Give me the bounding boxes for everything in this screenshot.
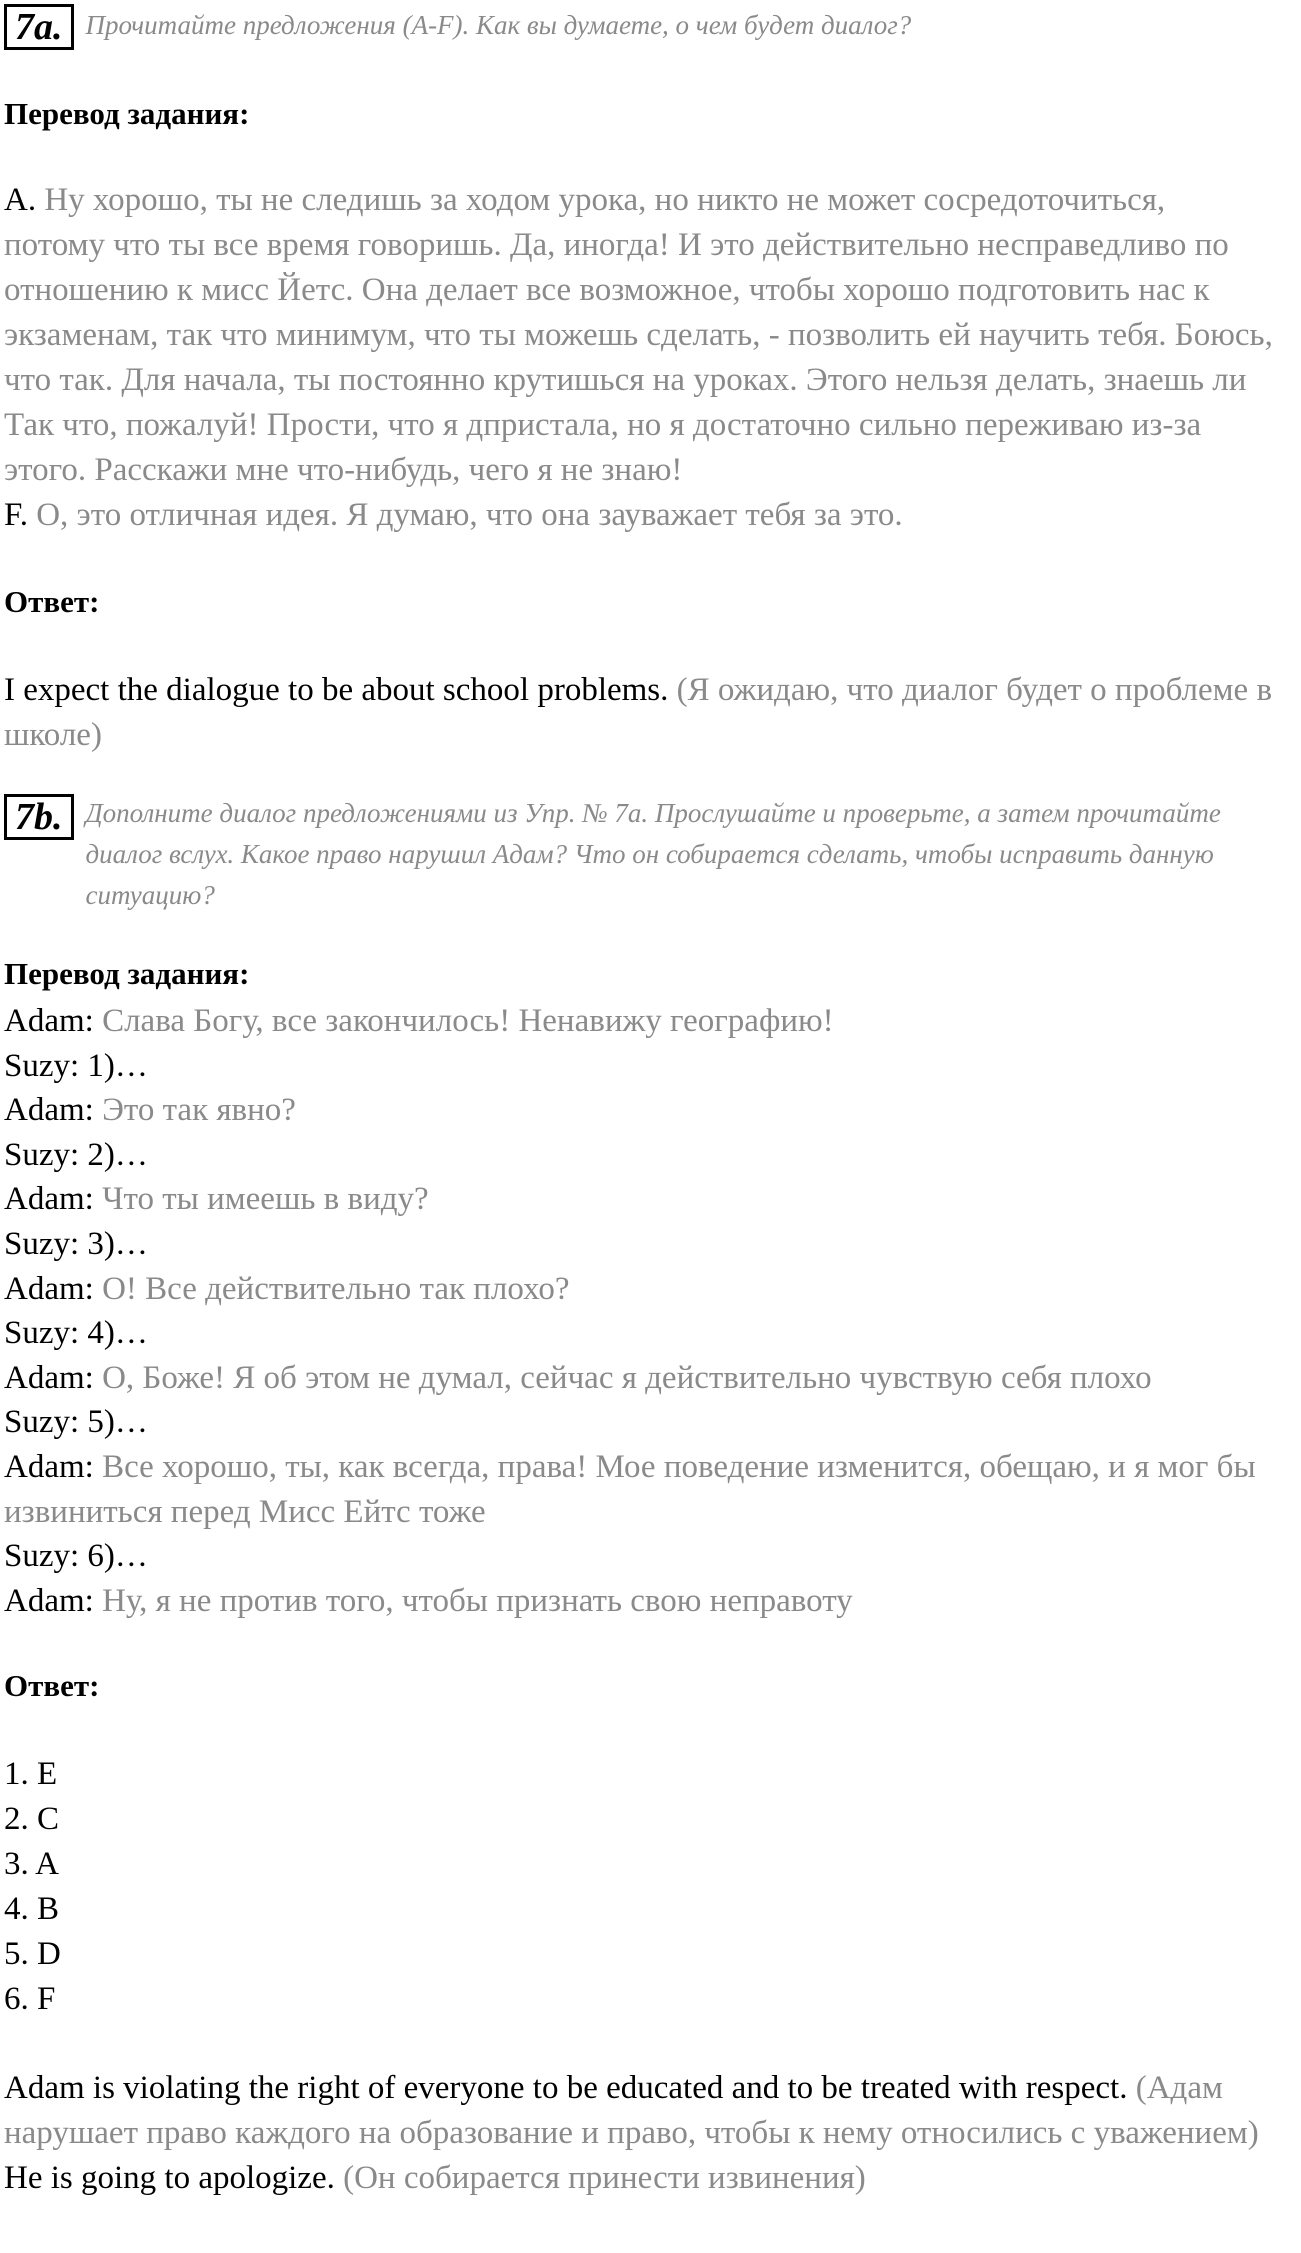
speaker: Suzy: 1)…: [4, 1047, 148, 1084]
final-russian-2: (Он собирается принести извинения): [334, 2160, 866, 2196]
translation-paragraph-7a: [4, 178, 1274, 538]
answer-heading: Ответ:: [4, 584, 100, 619]
translation-heading: Перевод задания:: [4, 96, 250, 131]
final-russian-1: (Адам нарушает право каждого на образование и право, чтобы к нему относились с уважением): [4, 2070, 1259, 2151]
line-text: О! Все действительно так плохо?: [93, 1270, 570, 1307]
dialogue-line: [4, 999, 1294, 1044]
answer-english: I expect the dialogue to be about school problems.: [4, 672, 669, 708]
speaker: Adam:: [4, 1003, 94, 1039]
task-badge-7b: 7b.: [4, 794, 74, 840]
task-instruction-7b-text: Дополните диалог предложениями из Упр. № 7a. Прослушайте и проверьте, а затем прочитайте диалог вслух. Какое право нарушил Адам? Что он собирается сделать, чтобы исправить данную ситуацию?: [85, 798, 1221, 910]
final-answer: [4, 2066, 1299, 2201]
final-english-2: He is going to apologize.: [4, 2160, 335, 2196]
dialogue-line: [4, 1177, 1294, 1222]
line-text: Слава Богу, все закончилось! Ненавижу географию!: [93, 1003, 834, 1039]
dialogue-line: [4, 1400, 1294, 1445]
task-7a: [4, 4, 1294, 50]
speaker: Suzy: 3)…: [4, 1225, 148, 1262]
task-instruction-7b: [86, 793, 1281, 916]
speaker: Adam:: [4, 1270, 94, 1307]
dialogue-line: [4, 1133, 1294, 1178]
dialogue: [4, 999, 1294, 1623]
dialogue-line: [4, 1356, 1294, 1401]
line-text: О, Боже! Я об этом не думал, сейчас я действительно чувствую себя плохо: [93, 1359, 1152, 1396]
line-text: Что ты имеешь в виду?: [93, 1181, 429, 1218]
dialogue-line: [4, 1534, 1294, 1579]
speaker: Adam:: [4, 1448, 94, 1485]
speaker: Suzy: 6)…: [4, 1538, 148, 1575]
dialogue-line: [4, 1579, 1294, 1624]
answer-item: 6. F: [4, 1981, 56, 2017]
answer-item: 5. D: [4, 1936, 61, 1972]
task-badge-7a: 7a.: [4, 4, 74, 50]
dialogue-line: [4, 1267, 1294, 1312]
speaker: Adam:: [4, 1359, 94, 1396]
speaker: Adam:: [4, 1582, 94, 1619]
answer-list: [4, 1752, 61, 2022]
speaker: Adam:: [4, 1181, 94, 1218]
final-english-1: Adam is violating the right of everyone to be educated and to be treated with respect.: [4, 2070, 1128, 2106]
answer-russian: (Я ожидаю, что диалог будет о проблеме в школе): [4, 672, 1273, 753]
dialogue-line: [4, 1088, 1294, 1133]
dialogue-line: [4, 1311, 1294, 1356]
line-text: Ну, я не против того, чтобы признать свою неправоту: [93, 1582, 853, 1619]
answer-heading: Ответ:: [4, 1668, 100, 1703]
speaker: Suzy: 2)…: [4, 1136, 148, 1173]
dialogue-line: [4, 1044, 1294, 1089]
dialogue-line: [4, 1222, 1294, 1267]
answer-item: 4. B: [4, 1891, 60, 1927]
task-7b: [4, 794, 1294, 916]
answer-7a: [4, 668, 1294, 758]
answer-item: 1. E: [4, 1756, 58, 1792]
speaker: Adam:: [4, 1092, 94, 1129]
item-label-f: F.: [4, 497, 28, 533]
item-text-f: О, это отличная идея. Я думаю, что она зауважает тебя за это.: [27, 497, 903, 533]
line-text: Все хорошо, ты, как всегда, права! Мое поведение изменится, обещаю, и я мог бы извиниться перед Мисс Ейтс тоже: [4, 1448, 1256, 1530]
item-label-a: A.: [4, 182, 37, 218]
line-text: Это так явно?: [93, 1092, 296, 1129]
answer-item: 3. A: [4, 1846, 60, 1882]
item-text-a: Ну хорошо, ты не следишь за ходом урока, но никто не может сосредоточиться, потому что ты все время говоришь. Да, иногда! И это действительно несправедливо по отношению к мисс Йетс. Она делает все возможное, чтобы хорошо подготовить нас к экзаменам, так что минимум, что ты можешь сделать, - позволить ей научить тебя. Боюсь, что так. Для начала, ты постоянно крутишься на уроках. Этого нельзя делать, знаешь ли Так что, пожалуй! Прости, что я дпристала, но я достаточно сильно переживаю из-за этого. Расскажи мне что-нибудь, чего я не знаю!: [4, 182, 1273, 488]
task-instruction-7a: Прочитайте предложения (A-F). Как вы думаете, о чем будет диалог?: [85, 10, 912, 40]
answer-item: 2. C: [4, 1801, 60, 1837]
speaker: Suzy: 4)…: [4, 1315, 148, 1352]
speaker: Suzy: 5)…: [4, 1404, 148, 1441]
dialogue-line: [4, 1445, 1294, 1534]
translation-heading: Перевод задания:: [4, 956, 250, 991]
